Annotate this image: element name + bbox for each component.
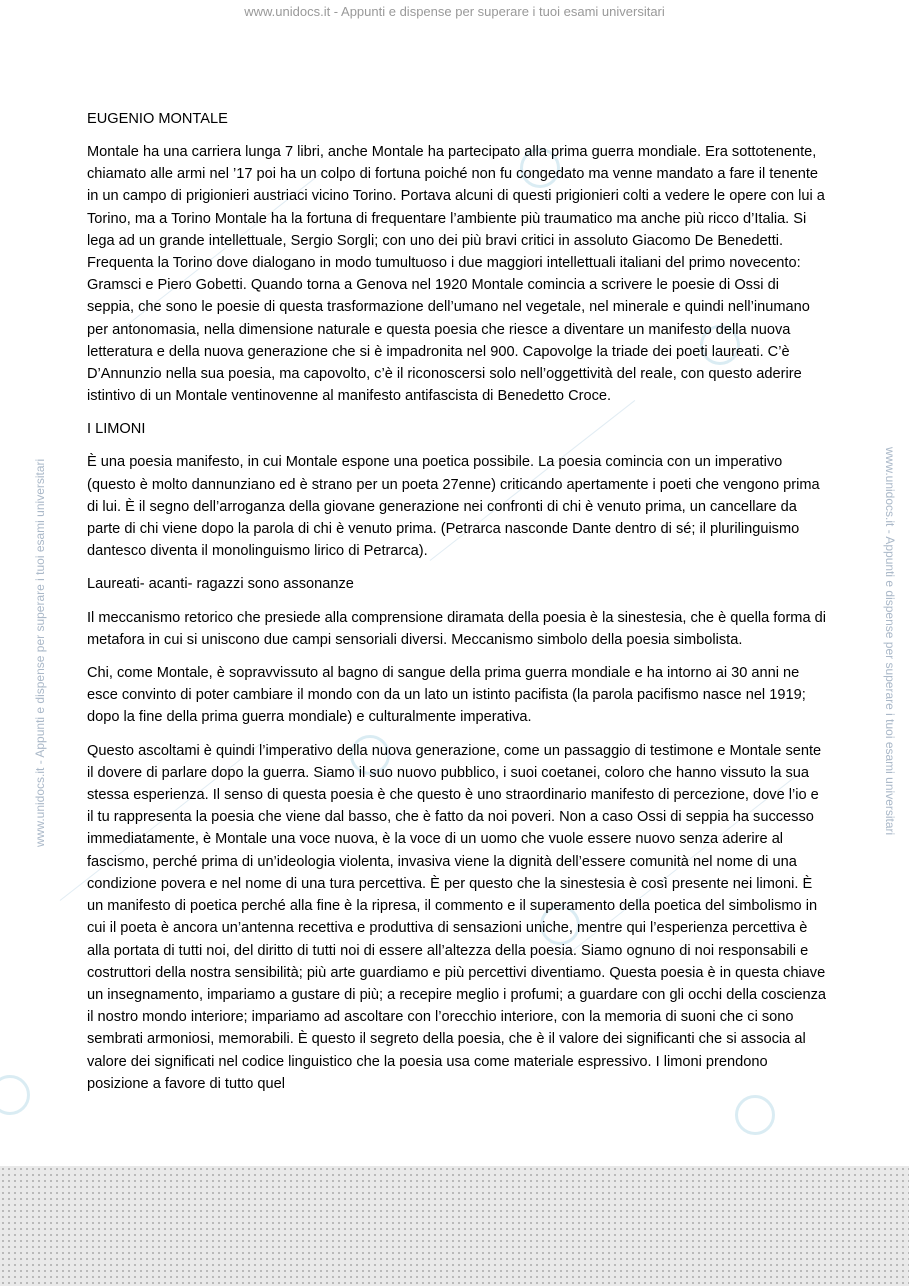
paragraph-manifesto: È una poesia manifesto, in cui Montale espone una poetica possibile. La poesia comincia con un imperativo (questo è molto dannunziano ed è strano per un poeta 27enne) criticando apertamente i poeti che vengono prima di lui. È il segno dell’arroganza della giovane generazione nei confronti di chi è venuto prima, un cancellare da parte di chi viene dopo la parola di chi è venuto prima. (Petrarca nasconde Dante dentro di sé; il plurilinguismo dantesco diventa il monolinguismo lirico di Petrarca). [87, 454, 820, 560]
header-watermark: www.unidocs.it - Appunti e dispense per superare i tuoi esami universitari [244, 4, 665, 19]
preview-blur-overlay [0, 1166, 909, 1286]
right-side-watermark: www.unidocs.it - Appunti e dispense per superare i tuoi esami universitari [883, 447, 897, 836]
watermark-logo-icon [0, 1075, 30, 1115]
paragraph-assonance: Laureati- acanti- ragazzi sono assonanze [87, 576, 354, 593]
paragraph-war: Chi, come Montale, è sopravvissuto al bagno di sangue della prima guerra mondiale e ha intorno ai 30 anni ne esce convinto di poter cambiare il mondo con da un lato un istinto pacifista (la parola pacifismo nasce nel 1919; dopo la fine della prima guerra mondiale) e culturalmente imperativa. [87, 665, 806, 726]
paragraph-biography: Montale ha una carriera lunga 7 libri, anche Montale ha partecipato alla prima guerra mondiale. Era sottotenente, chiamato alle armi nel ’17 poi ha un colpo di fortuna poiché non fu congedato ma venne mandato a fare il tenente in un campo di prigionieri austriaci vicino Torino. Portava alcuni di questi prigionieri colti a vedere le opere con lui a Torino, ma a Torino Montale ha la fortuna di frequentare l’ambiente più traumatico ma anche più ricco d’Italia. Si lega ad un grande intellettuale, Sergio Sorgli; con uno dei più bravi critici in assoluto Giacomo De Benedetti. Frequenta la Torino dove dialogano in modo tumultuoso i due maggiori intellettuali italiani del primo novecento: Gramsci e Piero Gobetti. Quando torna a Genova nel 1920 Montale comincia a scrivere le poesie di Ossi di seppia, che sono le poesie di questa trasformazione dell’umano nel vegetale, nel minerale e quindi nell’inumano per antonomasia, nella dimensione naturale e questa poesia che riesce a diventare un manifesto della nuova letteratura e della nuova generazione che si è impadronita nel 900. Capovolge la triade dei poeti laureati. C’è D’Annunzio nella sua poesia, ma capovolto, c’è il riconoscersi solo nell’oggettività del reale, con questo aderire istintivo di un Montale ventinovenne al manifesto antifascista di Benedetto Croce. [87, 144, 825, 405]
document-title: EUGENIO MONTALE [87, 111, 228, 127]
document-body [87, 108, 827, 1106]
paragraph-synesthesia: Il meccanismo retorico che presiede alla comprensione diramata della poesia è la sinestesia, che è quella forma di metafora in cui si uniscono due campi sensoriali diversi. Meccanismo simbolo della poesia simbolista. [87, 609, 826, 648]
section-title: I LIMONI [87, 421, 146, 438]
paragraph-imperative: Questo ascoltami è quindi l’imperativo della nuova generazione, come un passaggio di testimone e Montale sente il dovere di parlare dopo la guerra. Siamo il suo nuovo pubblico, i suoi coetanei, coloro che hanno vissuto la sua stessa esperienza. Il senso di questa poesia è che questo è uno straordinario manifesto di percezione, dove l’io e il tu rappresenta la poesia che viene dal basso, che è fatto da noi poveri. Non a caso Ossi di seppia ha successo immediatamente, è Montale una voce nuova, è la voce di un uomo che vuole essere nuovo senza aderire al fascismo, perché prima di un’ideologia violenta, invasiva viene la dignità dell’essere comunità nel nome di una condizione povera e nel nome di una tura percettiva. È per questo che la sinestesia è così presente nei limoni. È un manifesto di poetica perché alla fine è la ripresa, il commento e il superamento della poetica del simbolismo in cui il poeta è ancora un’antenna recettiva e produttiva di sensazioni uniche, mentre qui l’esperienza percettiva è alla portata di tutti noi, del diritto di tutti noi di essere all’altezza della poesia. Siamo ognuno di noi responsabili e costruttori della nostra sensibilità; più arte guardiamo e più percettivi diventiamo. Questa poesia è in questa chiave un insegnamento, impariamo a gustare di più; a recepire meglio i profumi; a guardare con gli occhi della coscienza il nostro mondo interiore; impariamo ad ascoltare con l’orecchio interiore, con la memoria di suoni che ci sono sembrati armoniosi, memorabili. È questo il segreto della poesia, che è il valore dei significanti che si associa al valore dei significati nel codice linguistico che la poesia usa come materiale espressivo. I limoni prendono posizione a favore di tutto quel [87, 742, 827, 1092]
left-side-watermark: www.unidocs.it - Appunti e dispense per superare i tuoi esami universitari [33, 458, 47, 847]
